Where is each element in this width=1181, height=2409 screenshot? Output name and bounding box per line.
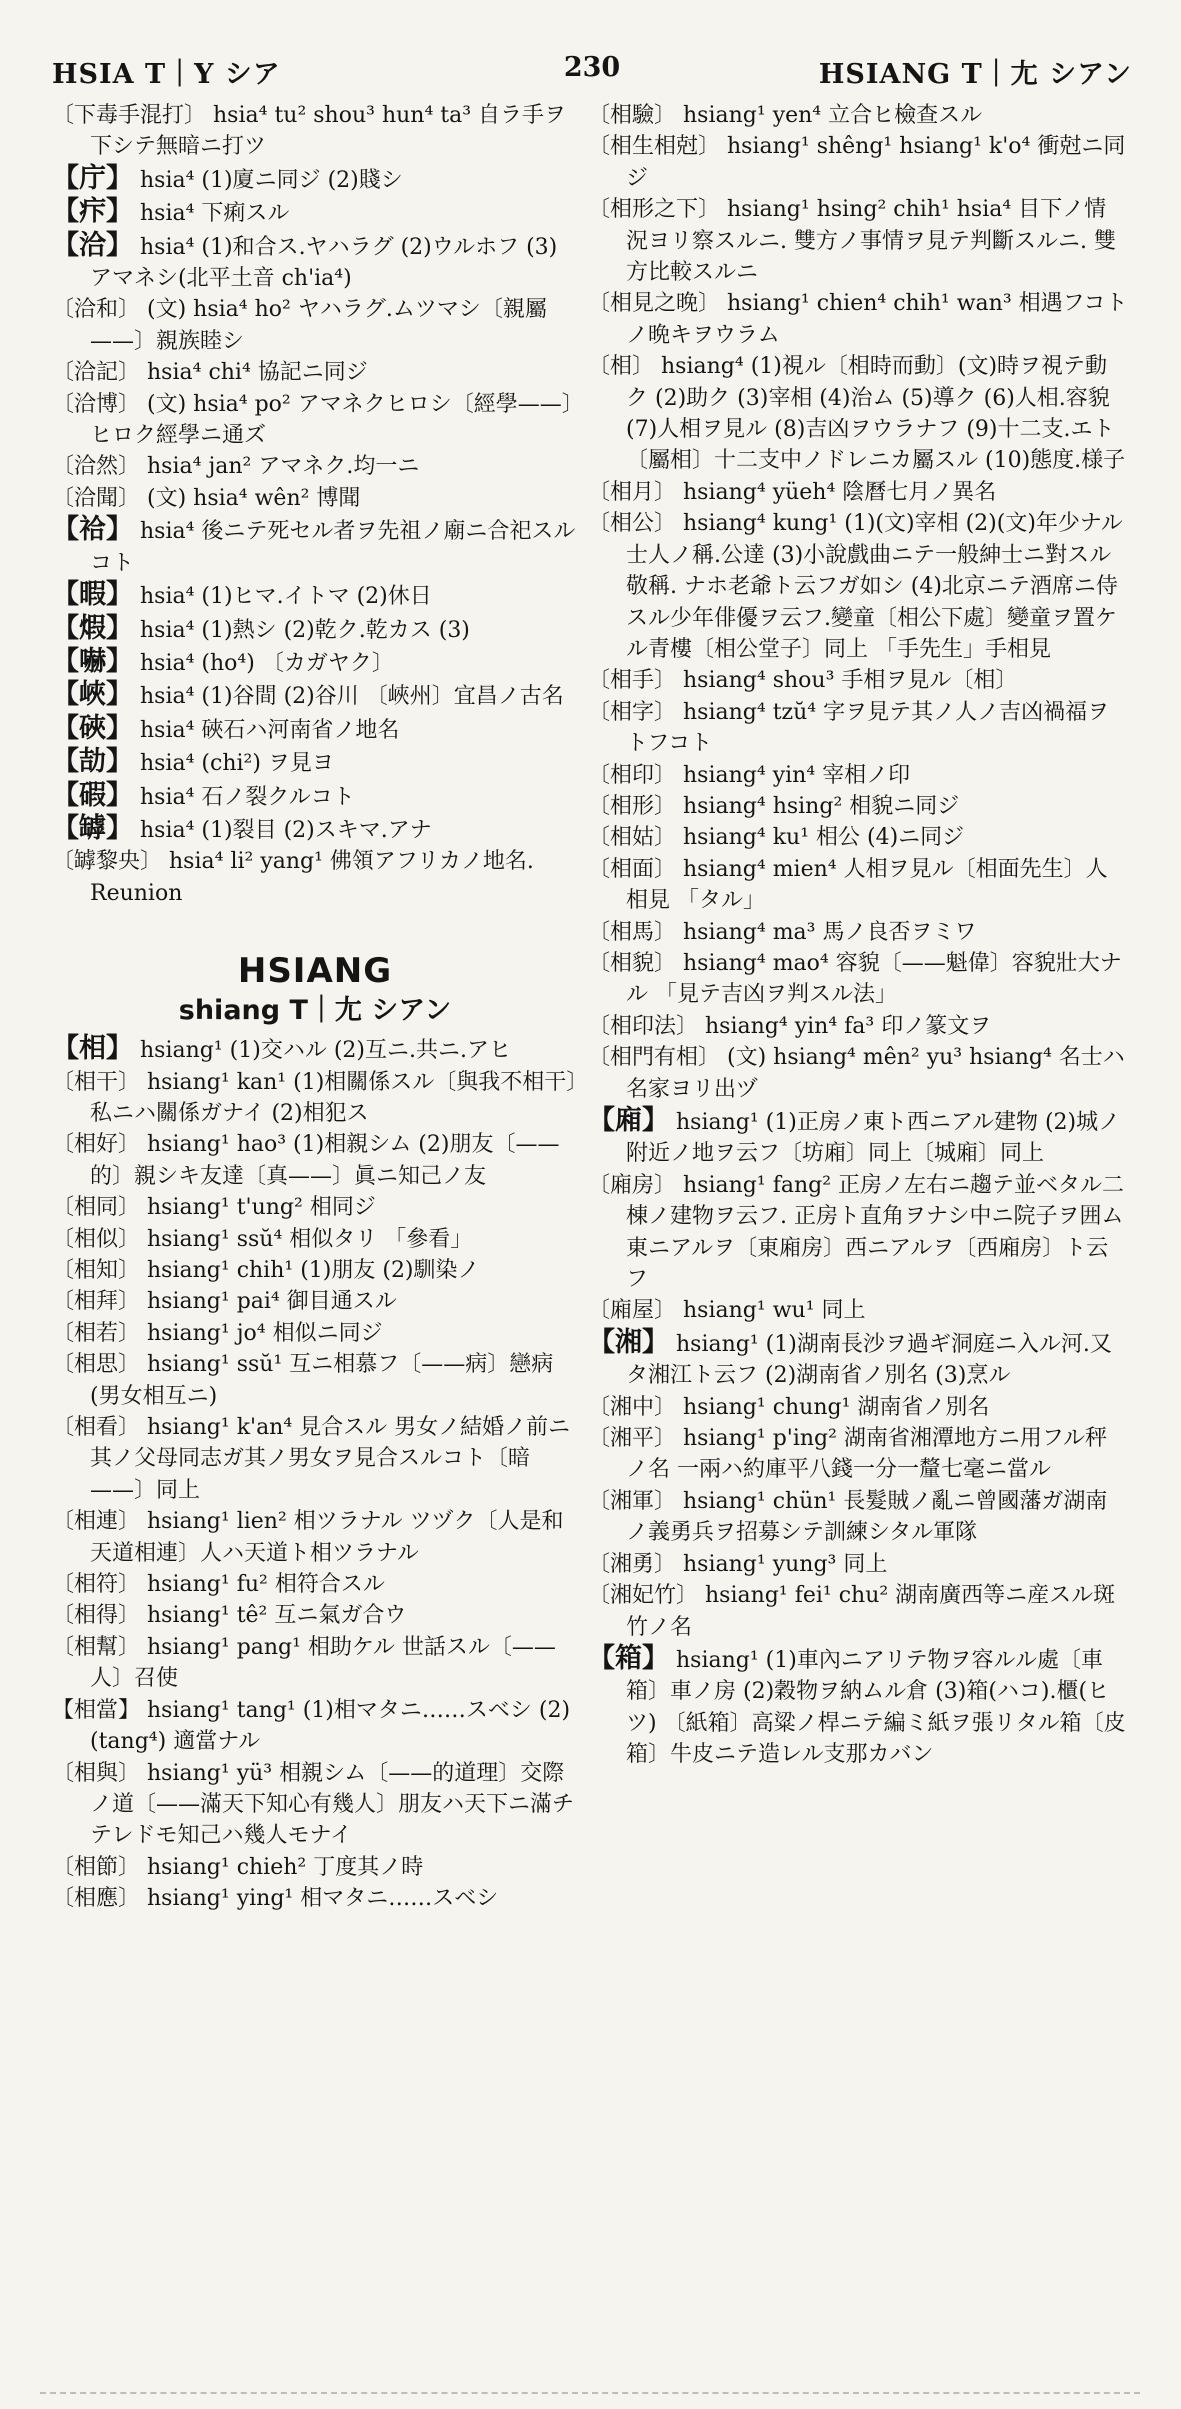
entry-headword: 〔相拜〕 xyxy=(52,1289,141,1315)
entry-definition: hsiang¹ chieh² 丁度其ノ時 xyxy=(147,1854,424,1880)
entry-definition: hsia⁴ (1)和合ス.ヤハラグ (2)ウルホフ (3)アマネシ(北平土音 ch'ia⁴) xyxy=(90,234,558,292)
entry-headword: 〔相形之下〕 xyxy=(588,197,721,223)
entry-definition: hsiang⁴ mien⁴ 人相ヲ見ル〔相面先生〕人相見 「タル」 xyxy=(626,856,1108,914)
dictionary-entry xyxy=(588,1580,1128,1643)
dictionary-entry xyxy=(52,1318,578,1349)
dictionary-entry xyxy=(52,1255,578,1286)
entry-definition: hsiang¹ pang¹ 相助ケル 世話スル〔——人〕召使 xyxy=(90,1634,556,1692)
entry-definition: hsia⁴ 下痢スル xyxy=(140,201,290,227)
entry-headword: 〔相好〕 xyxy=(52,1132,141,1158)
dictionary-entry xyxy=(588,194,1128,288)
entry-definition: (文) hsia⁴ po² アマネクヒロシ〔經學——〕ヒロク經學ニ通ズ xyxy=(90,391,573,449)
dictionary-entry xyxy=(52,780,578,813)
dictionary-entry xyxy=(52,679,578,712)
dictionary-entry xyxy=(52,196,578,229)
dictionary-entry xyxy=(588,1643,1128,1771)
entry-definition: hsiang¹ ssŭ⁴ 相似タリ 「參看」 xyxy=(147,1226,473,1252)
entry-headword: 〔洽聞〕 xyxy=(52,485,141,511)
entry-definition: hsiang¹ k'an⁴ 見合スル 男女ノ結婚ノ前ニ其ノ父母同志ガ其ノ男女ヲ見合スルコト〔暗——〕同上 xyxy=(90,1415,571,1503)
entry-definition: hsiang¹ yü³ 相親シム〔——的道理〕交際ノ道〔——滿天下知心有幾人〕朋友ハ天下ニ滿チテレドモ知己ハ幾人モナイ xyxy=(90,1760,575,1849)
left-column xyxy=(52,100,578,2370)
page-header xyxy=(52,52,1132,98)
dictionary-entry xyxy=(52,1192,578,1223)
entry-definition: hsiang¹ ying¹ 相マタニ……スベシ xyxy=(147,1886,499,1912)
dictionary-entry xyxy=(52,713,578,746)
entry-headword: 【硤】 xyxy=(52,712,133,744)
entry-definition: hsiang¹ chih¹ (1)朋友 (2)馴染ノ xyxy=(147,1258,480,1283)
entry-headword: 〔相印〕 xyxy=(588,762,677,788)
dictionary-entry xyxy=(52,1600,578,1631)
dictionary-entry xyxy=(52,357,578,388)
dictionary-entry xyxy=(588,791,1128,822)
entry-definition: hsiang¹ lien² 相ツラナル ツヅク〔人是和天道相連〕人ハ天道ト相ツラナル xyxy=(90,1509,564,1566)
entry-definition: hsia⁴ 後ニテ死セル者ヲ先祖ノ廟ニ合祀スルコト xyxy=(90,519,576,576)
entry-headword: 〔相生相尅〕 xyxy=(588,134,721,160)
entry-headword: 〔相思〕 xyxy=(52,1352,141,1378)
dictionary-entry xyxy=(588,1392,1128,1423)
right-column xyxy=(588,100,1128,2370)
entry-headword: 〔罅黎央〕 xyxy=(52,849,163,875)
entry-definition: hsia⁴ jan² アマネク.均一ニ xyxy=(147,454,420,480)
dictionary-entry xyxy=(588,1042,1128,1105)
entry-definition: hsiang¹ chien⁴ chih¹ wan³ 相遇フコトノ晩キヲウラム xyxy=(626,291,1128,348)
entry-definition: hsia⁴ (chi²) ヲ見ヨ xyxy=(140,751,334,777)
entry-definition: (文) hsia⁴ wên² 博聞 xyxy=(147,485,361,511)
entry-headword: 〔洽和〕 xyxy=(52,297,141,323)
dictionary-entry xyxy=(588,665,1128,696)
entry-headword: 〔相貌〕 xyxy=(588,950,677,976)
entry-headword: 〔相連〕 xyxy=(52,1509,141,1535)
entry-definition: hsia⁴ 硤石ハ河南省ノ地名 xyxy=(140,717,400,743)
entry-headword: 〔相驗〕 xyxy=(588,103,677,128)
entry-headword: 〔相門有相〕 xyxy=(588,1045,721,1071)
entry-headword: 【廂】 xyxy=(588,1105,669,1136)
entry-definition: (文) hsiang⁴ mên² yu³ hsiang⁴ 名士ハ名家ヨリ出ヅ xyxy=(626,1045,1125,1102)
entry-definition: hsiang¹ shêng¹ hsiang¹ k'o⁴ 衝尅ニ同ジ xyxy=(626,134,1126,191)
entry-definition: hsiang¹ (1)交ハル (2)互ニ.共ニ.アヒ xyxy=(140,1038,511,1064)
dictionary-entry xyxy=(52,579,578,612)
entry-definition: hsiang¹ tang¹ (1)相マタニ……スベシ (2)(tang⁴) 適當ナル xyxy=(90,1697,571,1755)
dictionary-entry xyxy=(52,746,578,779)
entry-headword: 〔相看〕 xyxy=(52,1415,141,1441)
entry-definition: hsiang⁴ (1)視ル〔相時而動〕(文)時ヲ視テ動ク (2)助ク (3)宰相 (4)治ム (5)導ク (6)人相.容貌 (7)人相ヲ見ル (8)吉凶ヲウラナフ (9)十二支.エト〔屬相〕十二支中ノドレニカ屬スル (10)態度.様子 xyxy=(626,354,1126,474)
entry-definition: hsiang⁴ yin⁴ fa³ 印ノ篆文ヲ xyxy=(705,1013,992,1039)
dictionary-entry xyxy=(52,100,578,163)
entry-headword: 【劼】 xyxy=(52,746,133,778)
entry-headword: 〔相字〕 xyxy=(588,699,677,725)
dictionary-entry xyxy=(52,1129,578,1192)
entry-definition: hsiang⁴ shou³ 手相ヲ見ル〔相〕 xyxy=(683,668,1018,694)
entry-definition: hsiang¹ wu¹ 同上 xyxy=(683,1298,866,1324)
entry-headword: 〔相手〕 xyxy=(588,668,677,694)
entry-headword: 〔相應〕 xyxy=(52,1886,141,1912)
right-entries xyxy=(588,100,1128,1771)
dictionary-entry xyxy=(52,1412,578,1506)
entry-headword: 【嚇】 xyxy=(52,645,133,677)
header-right-guide-word: HSIANG T｜尢 シアン xyxy=(818,59,1132,90)
dictionary-entry xyxy=(52,1883,578,1914)
dictionary-entry xyxy=(588,351,1128,477)
entry-definition: hsiang¹ ssŭ¹ 互ニ相慕フ〔——病〕戀病(男女相互ニ) xyxy=(90,1352,554,1409)
dictionary-entry xyxy=(52,483,578,514)
entry-headword: 〔湘勇〕 xyxy=(588,1551,677,1577)
dictionary-entry xyxy=(52,1286,578,1317)
dictionary-entry xyxy=(588,100,1128,131)
entry-headword: 【碬】 xyxy=(52,779,133,811)
entry-headword: 〔相符〕 xyxy=(52,1572,141,1598)
dictionary-entry xyxy=(588,854,1128,917)
entry-headword: 〔湘平〕 xyxy=(588,1426,677,1452)
entry-headword: 〔下毒手混打〕 xyxy=(52,103,207,128)
entry-headword: 〔相與〕 xyxy=(52,1760,141,1786)
dictionary-entry xyxy=(52,1569,578,1600)
dictionary-entry xyxy=(588,948,1128,1011)
bottom-rule xyxy=(40,2392,1140,2395)
entry-headword: 〔相姑〕 xyxy=(588,825,677,851)
entry-definition: hsia⁴ tu² shou³ hun⁴ ta³ 自ラ手ヲ下シテ無暗ニ打ツ xyxy=(90,103,567,160)
entry-definition: hsiang¹ (1)湖南長沙ヲ過ギ洞庭ニ入ル河.又タ湘江ト云フ (2)湖南省ノ別名 (3)烹ル xyxy=(626,1331,1112,1389)
entry-definition: hsiang⁴ yin⁴ 宰相ノ印 xyxy=(683,762,911,788)
dictionary-entry xyxy=(588,508,1128,665)
entry-headword: 〔湘中〕 xyxy=(588,1394,677,1420)
entry-definition: hsia⁴ (ho⁴) 〔カガヤク〕 xyxy=(140,650,394,676)
entry-definition: hsia⁴ 石ノ裂クルコト xyxy=(140,784,355,810)
dictionary-entry xyxy=(52,1852,578,1883)
entry-definition: hsia⁴ (1)廈ニ同ジ (2)賤シ xyxy=(140,167,403,193)
entry-headword: 〔洽然〕 xyxy=(52,454,141,480)
dictionary-entry xyxy=(588,1549,1128,1580)
dictionary-entry xyxy=(588,822,1128,853)
entry-headword: 〔相節〕 xyxy=(52,1854,141,1880)
dictionary-entry xyxy=(52,294,578,357)
section-title: HSIANG xyxy=(237,951,393,992)
entry-definition: (文) hsia⁴ ho² ヤハラグ.ムツマシ〔親屬——〕親族睦シ xyxy=(90,297,547,354)
entry-headword: 〔相干〕 xyxy=(52,1069,141,1095)
entry-headword: 〔相印法〕 xyxy=(588,1013,699,1039)
entry-definition: hsiang⁴ tzŭ⁴ 字ヲ見テ其ノ人ノ吉凶禍福ヲトフコト xyxy=(626,699,1110,757)
dictionary-entry xyxy=(52,1033,578,1066)
entry-definition: hsiang¹ jo⁴ 相似ニ同ジ xyxy=(147,1320,383,1346)
entry-definition: hsiang¹ kan¹ (1)相關係スル〔與我不相干〕私ニハ關係ガナイ (2)相犯ス xyxy=(90,1069,578,1126)
dictionary-entry xyxy=(52,1349,578,1412)
dictionary-entry xyxy=(52,451,578,482)
entry-definition: hsiang¹ chün¹ 長髮賊ノ亂ニ曾國藩ガ湖南ノ義勇兵ヲ招募シテ訓練シタル軍隊 xyxy=(626,1488,1108,1546)
entry-headword: 〔洽記〕 xyxy=(52,360,141,386)
section-subtitle: shiang T｜尢 シアン xyxy=(178,995,452,1027)
entry-definition: hsiang⁴ yüeh⁴ 陰曆七月ノ異名 xyxy=(683,479,997,505)
entry-headword: 【洽】 xyxy=(52,229,133,261)
entry-definition: hsiang¹ fei¹ chu² 湖南廣西等ニ産スル斑竹ノ名 xyxy=(626,1583,1116,1640)
entry-headword: 〔相似〕 xyxy=(52,1226,141,1252)
entry-definition: hsia⁴ (1)ヒマ.イトマ (2)休日 xyxy=(140,584,432,610)
dictionary-entry xyxy=(52,1224,578,1255)
entry-headword: 〔洽博〕 xyxy=(52,391,141,417)
dictionary-entry xyxy=(52,846,578,909)
dictionary-entry xyxy=(588,1105,1128,1170)
dictionary-entry xyxy=(588,1011,1128,1042)
entry-headword: 【暇】 xyxy=(52,579,133,611)
entry-headword: 【煆】 xyxy=(52,612,133,644)
entry-definition: hsiang¹ chung¹ 湖南省ノ別名 xyxy=(683,1394,990,1420)
entry-definition: hsiang¹ (1)車內ニアリテ物ヲ容ルル處〔車箱〕車ノ房 (2)穀物ヲ納ムル倉 (3)箱(ハコ).櫃(ヒツ) 〔紙箱〕高粱ノ桿ニテ編ミ紙ヲ張リタル箱〔皮箱〕牛皮ニテ造レル支那カバン xyxy=(626,1647,1126,1768)
dictionary-entry xyxy=(588,131,1128,194)
dictionary-entry xyxy=(52,1758,578,1852)
dictionary-entry xyxy=(588,288,1128,351)
entry-definition: hsia⁴ (1)熱シ (2)乾ク.乾カス (3) xyxy=(140,617,470,643)
dictionary-entry xyxy=(52,230,578,295)
dictionary-entry xyxy=(52,646,578,679)
page-number: 230 xyxy=(563,52,621,83)
entry-headword: 〔相同〕 xyxy=(52,1195,141,1221)
entry-definition: hsiang¹ tê² 互ニ氣ガ合ウ xyxy=(147,1603,407,1629)
entry-headword: 【疜】 xyxy=(52,196,133,228)
entry-headword: 【相】 xyxy=(52,1033,133,1065)
entry-headword: 〔相得〕 xyxy=(52,1603,141,1629)
section-heading xyxy=(52,949,578,1029)
dictionary-entry xyxy=(52,1695,578,1758)
dictionary-entry xyxy=(588,477,1128,508)
entry-definition: hsia⁴ (1)谷間 (2)谷川 〔峽州〕宜昌ノ古名 xyxy=(140,684,564,710)
entry-headword: 【湘】 xyxy=(588,1326,669,1358)
entry-headword: 〔廂房〕 xyxy=(588,1172,677,1198)
dictionary-entry xyxy=(52,613,578,646)
entry-definition: hsiang⁴ ma³ 馬ノ良否ヲミワ xyxy=(683,919,977,945)
entry-headword: 〔相若〕 xyxy=(52,1320,141,1346)
entry-definition: hsiang¹ hao³ (1)相親シム (2)朋友〔——的〕親シキ友達〔真——〕眞ニ知己ノ友 xyxy=(90,1132,560,1189)
entry-headword: 〔相形〕 xyxy=(588,793,677,819)
entry-definition: hsia⁴ li² yang¹ 佛領アフリカノ地名. Reunion xyxy=(90,849,534,906)
dictionary-entry xyxy=(588,760,1128,791)
entry-definition: hsia⁴ chi⁴ 協記ニ同ジ xyxy=(147,360,368,386)
entry-headword: 〔湘妃竹〕 xyxy=(588,1583,699,1609)
entry-headword: 〔相見之晚〕 xyxy=(588,291,721,317)
entry-definition: hsiang⁴ mao⁴ 容貌〔——魁偉〕容貌壯大ナル 「見テ吉凶ヲ判スル法」 xyxy=(626,950,1122,1008)
entry-definition: hsiang⁴ kung¹ (1)(文)宰相 (2)(文)年少ナル士人ノ稱.公達 (3)小說戲曲ニテ一般紳士ニ對スル敬稱. ナホ老爺ト云フガ如シ (4)北京ニテ酒席ニ侍スル少年俳優ヲ云フ.變童〔相公下處〕變童ヲ置ケル青樓〔相公堂子〕同上 「手先生」手相見 xyxy=(626,511,1123,662)
dictionary-entry xyxy=(52,389,578,452)
dictionary-entry xyxy=(588,1327,1128,1392)
entry-definition: hsiang¹ p'ing² 湖南省湘潭地方ニ用フル秤ノ名 一兩ハ約庫平八錢一分一釐七毫ニ當ル xyxy=(626,1426,1108,1483)
entry-definition: hsiang⁴ ku¹ 相公 (4)ニ同ジ xyxy=(683,825,965,851)
entry-headword: 〔湘軍〕 xyxy=(588,1488,677,1514)
entry-headword: 〔相月〕 xyxy=(588,479,677,505)
dictionary-entry xyxy=(52,1067,578,1130)
dictionary-entry xyxy=(588,1295,1128,1326)
dictionary-entry xyxy=(52,813,578,846)
entry-definition: hsiang¹ yen⁴ 立合ヒ檢查スル xyxy=(683,103,983,128)
entry-definition: hsiang¹ yung³ 同上 xyxy=(683,1551,888,1577)
entry-headword: 【庁】 xyxy=(52,162,133,194)
entry-headword: 【罅】 xyxy=(52,812,133,844)
entry-headword: 〔相馬〕 xyxy=(588,919,677,945)
dictionary-entry xyxy=(588,917,1128,948)
header-left-guide-word: HSIA T｜Y シア xyxy=(52,59,281,90)
entry-definition: hsia⁴ (1)裂目 (2)スキマ.アナ xyxy=(140,817,432,843)
dictionary-entry xyxy=(588,1486,1128,1549)
entry-definition: hsiang¹ hsing² chih¹ hsia⁴ 目下ノ情況ヨリ察スルニ. 雙方ノ事情ヲ見テ判斷スルニ. 雙方比較スルニ xyxy=(626,197,1116,286)
entry-headword: 【相當】 xyxy=(52,1697,141,1723)
entry-headword: 〔相幫〕 xyxy=(52,1634,141,1660)
dictionary-entry xyxy=(52,514,578,579)
dictionary-entry xyxy=(52,1506,578,1569)
entry-headword: 〔廂屋〕 xyxy=(588,1298,677,1324)
entry-headword: 〔相〕 xyxy=(588,354,655,380)
entry-headword: 【峽】 xyxy=(52,679,133,711)
entry-headword: 【祫】 xyxy=(52,514,133,546)
entry-definition: hsiang¹ t'ung² 相同ジ xyxy=(147,1195,376,1221)
entry-headword: 【箱】 xyxy=(588,1642,669,1674)
dictionary-entry xyxy=(588,1170,1128,1296)
entry-definition: hsiang¹ (1)正房ノ東ト西ニアル建物 (2)城ノ附近ノ地ヲ云フ〔坊廂〕同上〔城廂〕同上 xyxy=(626,1110,1121,1167)
left-entries xyxy=(52,100,578,909)
dictionary-entry xyxy=(52,1632,578,1695)
entry-definition: hsiang¹ pai⁴ 御目通スル xyxy=(147,1289,397,1315)
dictionary-entry xyxy=(588,1423,1128,1486)
entry-definition: hsiang¹ fang² 正房ノ左右ニ趨テ並ベタル二棟ノ建物ヲ云フ. 正房ト直角ヲナシ中ニ院子ヲ囲ム 東ニアルヲ〔東廂房〕西ニアルヲ〔西廂房〕ト云フ xyxy=(626,1172,1125,1293)
left-entries-after xyxy=(52,1033,578,1914)
dictionary-entry xyxy=(52,163,578,196)
entry-definition: hsiang¹ fu² 相符合スル xyxy=(147,1572,385,1598)
entry-headword: 〔相面〕 xyxy=(588,856,677,882)
entry-headword: 〔相公〕 xyxy=(588,511,677,537)
entry-headword: 〔相知〕 xyxy=(52,1258,141,1283)
dictionary-entry xyxy=(588,697,1128,760)
entry-definition: hsiang⁴ hsing² 相貌ニ同ジ xyxy=(683,793,960,819)
